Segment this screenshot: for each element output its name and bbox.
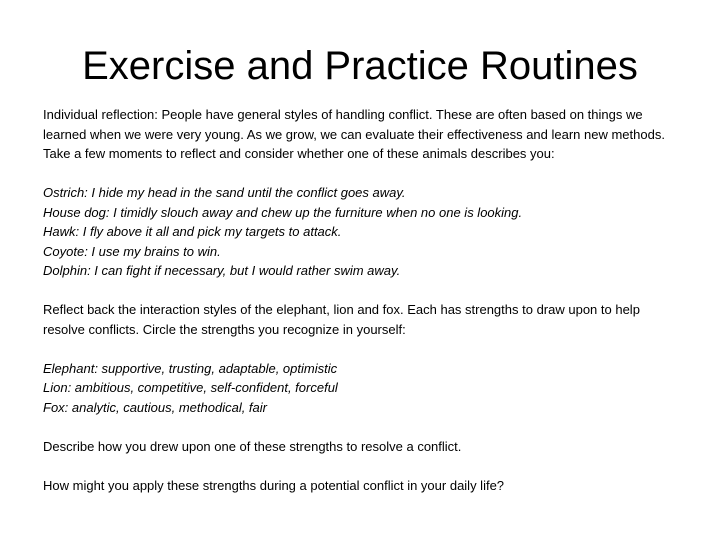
animal-style-ostrich: Ostrich: I hide my head in the sand until the conflict goes away. xyxy=(43,185,406,200)
slide-title: Exercise and Practice Routines xyxy=(82,44,638,88)
strengths-list xyxy=(43,359,683,418)
describe-prompt: Describe how you drew upon one of these strengths to resolve a conflict. xyxy=(43,438,462,454)
animal-style-dolphin: Dolphin: I can fight if necessary, but I would rather swim away. xyxy=(43,263,401,278)
animal-styles-list xyxy=(43,183,683,281)
apply-prompt: How might you apply these strengths during a potential conflict in your daily life? xyxy=(43,477,505,493)
slide-body xyxy=(43,105,683,495)
reflect-paragraph: Reflect back the interaction styles of the elephant, lion and fox. Each has strengths to draw upon to help resolve conflicts. Circle the strengths you recognize in yourself: xyxy=(43,302,640,337)
animal-style-coyote: Coyote: I use my brains to win. xyxy=(43,243,221,259)
strength-elephant: Elephant: supportive, trusting, adaptable, optimistic xyxy=(43,360,338,376)
intro-paragraph: Individual reflection: People have general styles of handling conflict. These are often based on things we learned when we were very young. As we grow, we can evaluate their effectiveness and learn new methods. Take a few moments to reflect and consider whether one of these animals describes you: xyxy=(43,107,665,161)
strength-lion: Lion: ambitious, competitive, self-confident, forceful xyxy=(43,380,338,395)
animal-style-house-dog: House dog: I timidly slouch away and chew up the furniture when no one is looking. xyxy=(43,204,523,220)
strength-fox: Fox: analytic, cautious, methodical, fair xyxy=(43,399,267,415)
animal-style-hawk: Hawk: I fly above it all and pick my targets to attack. xyxy=(43,224,342,239)
